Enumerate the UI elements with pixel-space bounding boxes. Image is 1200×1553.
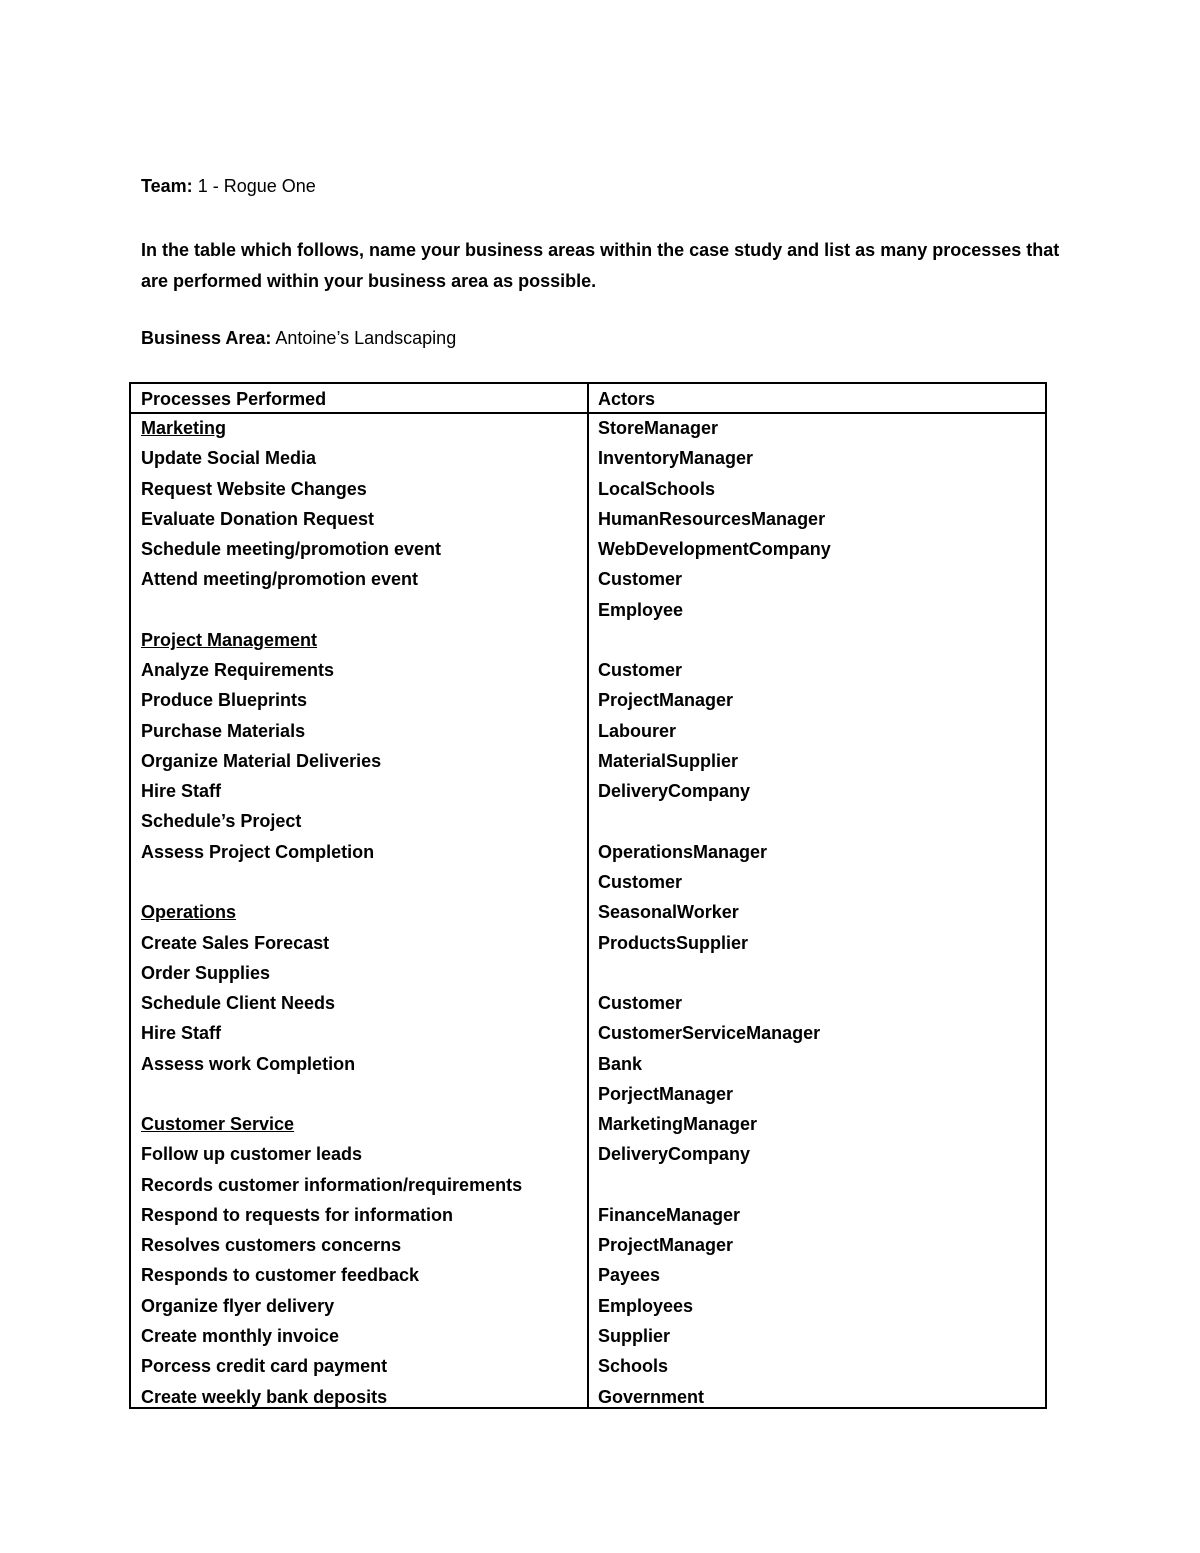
table-row <box>131 505 1045 535</box>
process-cell: Responds to customer feedback <box>141 1265 420 1286</box>
table-row <box>131 1352 1045 1382</box>
table-row <box>131 1140 1045 1170</box>
team-value: 1 - Rogue One <box>192 176 316 196</box>
actor-cell: Government <box>598 1386 705 1407</box>
actor-cell: MaterialSupplier <box>598 750 739 771</box>
table-row <box>131 626 1045 656</box>
section-heading: Project Management <box>141 629 318 650</box>
actor-cell: ProjectManager <box>598 690 734 711</box>
process-cell: Organize flyer delivery <box>141 1295 335 1316</box>
actor-cell: Schools <box>598 1356 669 1377</box>
table-row <box>131 1322 1045 1352</box>
table-row <box>131 747 1045 777</box>
process-cell: Records customer information/requirements <box>141 1174 523 1195</box>
table-row <box>131 414 1045 444</box>
actor-cell: HumanResourcesManager <box>598 508 826 529</box>
table-row <box>131 475 1045 505</box>
table-row <box>131 1171 1045 1201</box>
section-heading: Operations <box>141 902 237 923</box>
process-cell: Schedule meeting/promotion event <box>141 539 442 560</box>
process-cell: Assess Project Completion <box>141 841 375 862</box>
table-row <box>131 868 1045 898</box>
actor-cell: SeasonalWorker <box>598 902 739 923</box>
table-row <box>131 1050 1045 1080</box>
table-row <box>131 807 1045 837</box>
process-cell: Create monthly invoice <box>141 1325 340 1346</box>
process-cell: Evaluate Donation Request <box>141 508 375 529</box>
process-cell: Schedule Client Needs <box>141 993 336 1014</box>
process-cell: Create Sales Forecast <box>141 932 330 953</box>
table-row <box>131 1201 1045 1231</box>
process-cell: Assess work Completion <box>141 1053 356 1074</box>
process-cell: Resolves customers concerns <box>141 1235 402 1256</box>
table-row <box>131 1261 1045 1291</box>
process-cell: Produce Blueprints <box>141 690 308 711</box>
actor-cell: MarketingManager <box>598 1114 758 1135</box>
process-cell: Purchase Materials <box>141 720 306 741</box>
table-row <box>131 898 1045 928</box>
table-row <box>131 596 1045 626</box>
actor-cell: CustomerServiceManager <box>598 1023 821 1044</box>
header-processes: Processes Performed <box>141 389 327 409</box>
process-cell: Order Supplies <box>141 962 271 983</box>
actor-cell: FinanceManager <box>598 1204 741 1225</box>
process-cell: Follow up customer leads <box>141 1144 363 1165</box>
table-row <box>131 656 1045 686</box>
team-label: Team: <box>141 176 193 196</box>
actor-cell: Bank <box>598 1053 643 1074</box>
process-cell: Analyze Requirements <box>141 660 335 681</box>
actor-cell: Supplier <box>598 1325 671 1346</box>
process-cell: Porcess credit card payment <box>141 1356 388 1377</box>
actor-cell: InventoryManager <box>598 448 754 469</box>
process-cell: Organize Material Deliveries <box>141 750 382 771</box>
table-row <box>131 1080 1045 1110</box>
actor-cell: Customer <box>598 993 683 1014</box>
actor-cell: Customer <box>598 569 683 590</box>
team-line <box>141 175 316 197</box>
section-heading: Customer Service <box>141 1114 295 1135</box>
actor-cell: Customer <box>598 871 683 892</box>
table-row <box>131 1110 1045 1140</box>
actor-cell: StoreManager <box>598 418 719 438</box>
business-area-label: Business Area: <box>141 328 272 348</box>
actor-cell: WebDevelopmentCompany <box>598 539 831 560</box>
instructions-text: In the table which follows, name your business areas within the case study and list as many processes that are performed within your business area as possible. <box>141 240 1060 291</box>
table-row <box>131 535 1045 565</box>
table-row <box>131 777 1045 807</box>
processes-table <box>129 382 1047 1409</box>
business-area-line <box>141 327 456 349</box>
section-heading: Marketing <box>141 418 227 438</box>
process-cell: Attend meeting/promotion event <box>141 569 419 590</box>
table-row <box>131 1019 1045 1049</box>
actor-cell: Customer <box>598 660 683 681</box>
actor-cell: Labourer <box>598 720 677 741</box>
table-body <box>131 414 1045 1413</box>
actor-cell: ProjectManager <box>598 1235 734 1256</box>
process-cell: Hire Staff <box>141 1023 222 1044</box>
table-row <box>131 959 1045 989</box>
actor-cell: Employees <box>598 1295 694 1316</box>
table-row <box>131 1292 1045 1322</box>
process-cell: Hire Staff <box>141 781 222 802</box>
table-row <box>131 1231 1045 1261</box>
actor-cell: OperationsManager <box>598 841 768 862</box>
actor-cell: PorjectManager <box>598 1083 734 1104</box>
process-cell: Create weekly bank deposits <box>141 1386 388 1407</box>
process-cell: Respond to requests for information <box>141 1204 454 1225</box>
table-row <box>131 565 1045 595</box>
actor-cell: Payees <box>598 1265 661 1286</box>
table-row <box>131 717 1045 747</box>
actor-cell: ProductsSupplier <box>598 932 749 953</box>
table-row <box>131 1383 1045 1413</box>
table-row <box>131 989 1045 1019</box>
header-actors: Actors <box>598 389 656 409</box>
table-row <box>131 686 1045 716</box>
actor-cell: DeliveryCompany <box>598 1144 751 1165</box>
actor-cell: LocalSchools <box>598 478 716 499</box>
process-cell: Update Social Media <box>141 448 317 469</box>
table-row <box>131 838 1045 868</box>
table-row <box>131 929 1045 959</box>
process-cell: Request Website Changes <box>141 478 367 499</box>
table-header-row <box>131 384 1045 412</box>
actor-cell: Employee <box>598 599 684 620</box>
process-cell: Schedule’s Project <box>141 811 302 832</box>
business-area-value: Antoine’s Landscaping <box>271 328 457 348</box>
actor-cell: DeliveryCompany <box>598 781 751 802</box>
table-row <box>131 444 1045 474</box>
